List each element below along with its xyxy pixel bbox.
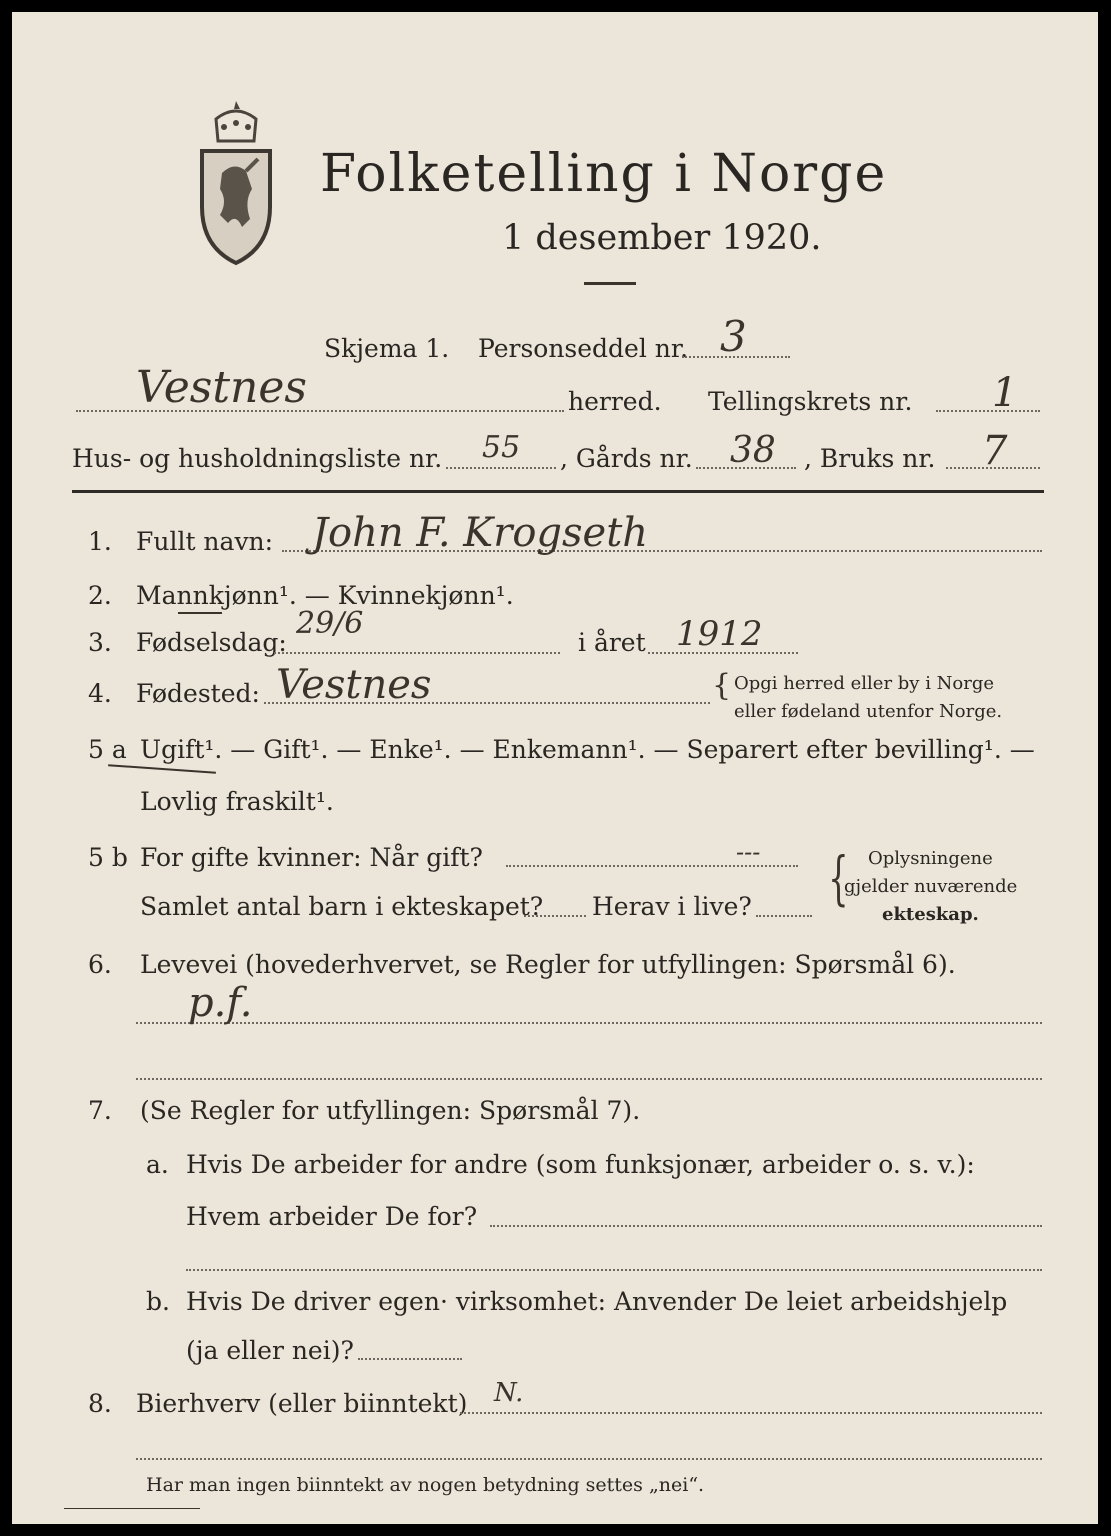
q5a-underline-mark <box>108 764 216 774</box>
tellingskrets-value: 1 <box>992 370 1018 416</box>
q3-year-value: 1912 <box>676 614 763 654</box>
q8-value: N. <box>494 1378 524 1408</box>
q7b-field <box>358 1358 462 1360</box>
q2-number: 2. <box>88 581 112 610</box>
q1-value: John F. Krogseth <box>312 510 649 556</box>
q5b-value: --- <box>736 838 761 866</box>
census-form-page <box>12 12 1098 1524</box>
gards-label: , Gårds nr. <box>560 444 693 473</box>
q7-label: (Se Regler for utfyllingen: Spørsmål 7). <box>140 1096 641 1125</box>
q7-number: 7. <box>88 1096 112 1125</box>
q4-note-line1: Opgi herred eller by i Norge <box>734 673 995 694</box>
q7a-letter: a. <box>146 1150 169 1179</box>
q5b-note-line2: gjelder nuværende <box>844 876 1018 897</box>
q4-value: Vestnes <box>276 662 432 708</box>
q6-number: 6. <box>88 950 112 979</box>
q6-field-1 <box>136 1022 1042 1024</box>
q4-number: 4. <box>88 679 112 708</box>
q8-number: 8. <box>88 1389 112 1418</box>
q7b-letter: b. <box>146 1287 170 1316</box>
q4-brace: { <box>712 668 732 703</box>
q5a-line1: Ugift¹. — Gift¹. — Enke¹. — Enkemann¹. — Separert efter bevilling¹. — <box>140 735 1035 764</box>
bruks-label: , Bruks nr. <box>804 444 936 473</box>
herred-label: herred. <box>568 387 662 416</box>
q3-label: Fødselsdag: <box>136 628 287 657</box>
q3-year-label: i året <box>578 628 646 657</box>
header-rule <box>72 490 1044 493</box>
q7b-line1: Hvis De driver egen· virksomhet: Anvender De leiet arbeidshjelp <box>186 1287 1008 1316</box>
q5a-number: 5 a <box>88 735 127 764</box>
husliste-field <box>446 467 556 469</box>
q1-number: 1. <box>88 527 112 556</box>
q2-underline-mark <box>178 612 222 614</box>
q3-number: 3. <box>88 628 112 657</box>
q8-field <box>460 1412 1042 1414</box>
q2-label: Mannkjønn¹. — Kvinnekjønn¹. <box>136 581 514 610</box>
q8-field-2 <box>136 1458 1042 1460</box>
q1-label: Fullt navn: <box>136 527 274 556</box>
q7a-field-1 <box>490 1225 1042 1227</box>
personseddel-label: Personseddel nr. <box>478 334 689 363</box>
q7a-line1: Hvis De arbeider for andre (som funksjonær, arbeider o. s. v.): <box>186 1150 975 1179</box>
gards-value: 38 <box>730 430 776 471</box>
q5b-note-line3: ekteskap. <box>882 904 979 925</box>
bruks-value: 7 <box>982 428 1008 474</box>
husliste-label: Hus- og husholdningsliste nr. <box>72 444 443 473</box>
q8-label: Bierhverv (eller biinntekt) <box>136 1389 468 1418</box>
q5b-alive-field <box>756 915 812 917</box>
personseddel-value: 3 <box>720 312 747 361</box>
q7b-line2: (ja eller nei)? <box>186 1336 354 1365</box>
q5b-children-field <box>524 915 586 917</box>
norway-coat-of-arms-icon <box>194 97 278 269</box>
q6-label: Levevei (hovederhvervet, se Regler for utfyllingen: Spørsmål 6). <box>140 950 956 979</box>
q3-value: 29/6 <box>296 606 364 641</box>
q7a-field-2 <box>186 1269 1042 1271</box>
q7a-line2: Hvem arbeider De for? <box>186 1202 478 1231</box>
q5b-alive-label: Herav i live? <box>592 892 752 921</box>
q4-note-line2: eller fødeland utenfor Norge. <box>734 701 1003 722</box>
q4-label: Fødested: <box>136 679 260 708</box>
q5a-line2: Lovlig fraskilt¹. <box>140 787 334 816</box>
title-divider <box>584 282 636 285</box>
tellingskrets-label: Tellingskrets nr. <box>708 387 913 416</box>
q5b-children-label: Samlet antal barn i ekteskapet? <box>140 892 544 921</box>
herred-value: Vestnes <box>136 362 307 413</box>
q5b-note-line1: Oplysningene <box>868 848 993 869</box>
q5b-brace: { <box>828 844 849 912</box>
skjema-label: Skjema 1. <box>324 334 450 363</box>
q5b-number: 5 b <box>88 843 128 872</box>
tellingskrets-field <box>936 410 1040 412</box>
q3-field <box>274 652 560 654</box>
footnote-rule <box>64 1508 200 1509</box>
q6-value: p.f. <box>188 980 253 1026</box>
q5b-label: For gifte kvinner: Når gift? <box>140 843 483 872</box>
footer-note: Har man ingen biinntekt av nogen betydning settes „nei“. <box>146 1474 705 1496</box>
form-title: Folketelling i Norge <box>320 144 888 204</box>
q6-field-2 <box>136 1078 1042 1080</box>
husliste-value: 55 <box>482 430 521 465</box>
form-subtitle: 1 desember 1920. <box>502 218 822 258</box>
